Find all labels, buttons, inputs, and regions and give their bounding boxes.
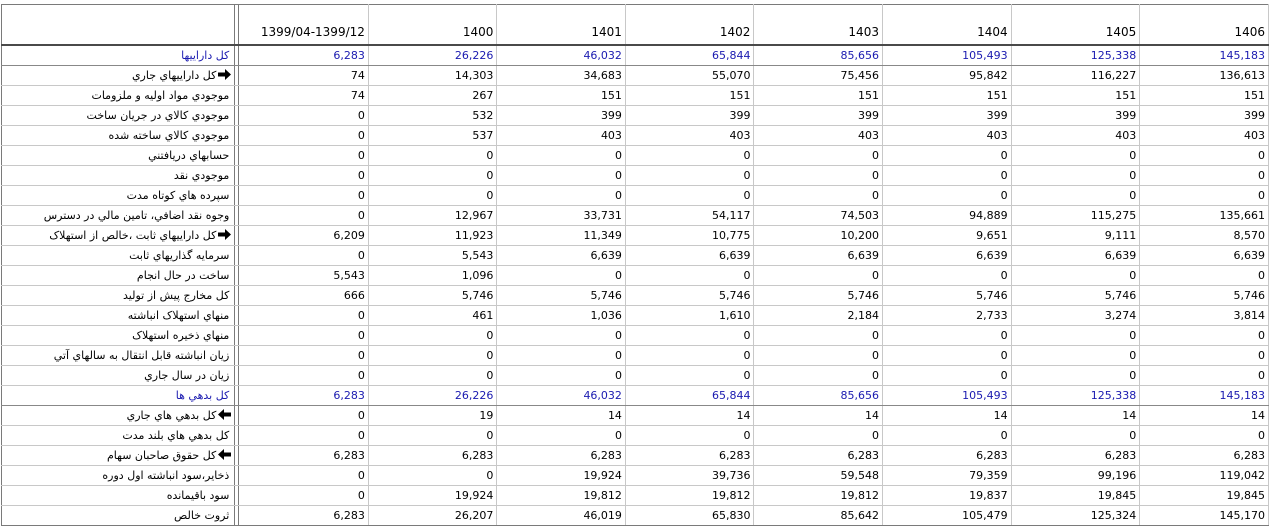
value-cell[interactable]: 19,845 [1011, 486, 1140, 506]
value-cell[interactable]: 0 [625, 426, 754, 446]
row-label: کل داراييهاي ثابت ،خالص از استهلاک [49, 229, 217, 242]
row-label-cell[interactable] [2, 66, 235, 86]
value-cell[interactable]: 151 [497, 86, 626, 106]
value-cell[interactable]: 0 [1011, 426, 1140, 446]
table-row [2, 366, 1269, 386]
value-cell[interactable]: 0 [1140, 326, 1269, 346]
value-cell[interactable]: 151 [625, 86, 754, 106]
row-label: کل بدهي هاي جاري [126, 409, 217, 422]
row-label-cell[interactable] [2, 446, 235, 466]
row-label-cell[interactable] [2, 306, 235, 326]
table-row [2, 126, 1269, 146]
value-cell[interactable]: 0 [1011, 326, 1140, 346]
row-label: کل حقوق صاحبان سهام [106, 449, 217, 462]
value-cell[interactable]: 10,200 [754, 226, 883, 246]
value-cell[interactable]: 46,032 [497, 386, 626, 406]
value-cell[interactable]: 0 [239, 486, 369, 506]
value-cell[interactable]: 0 [239, 406, 369, 426]
table-row [2, 506, 1269, 526]
value-cell[interactable]: 0 [882, 346, 1011, 366]
value-cell[interactable]: 1,036 [497, 306, 626, 326]
value-cell[interactable]: 105,493 [882, 386, 1011, 406]
row-label-cell[interactable] [2, 186, 235, 206]
table-row [2, 246, 1269, 266]
value-cell[interactable]: 34,683 [497, 66, 626, 86]
value-cell[interactable]: 85,656 [754, 45, 883, 66]
value-cell[interactable]: 65,844 [625, 45, 754, 66]
value-cell[interactable]: 0 [497, 366, 626, 386]
value-cell[interactable]: 11,923 [368, 226, 497, 246]
value-cell[interactable]: 0 [239, 326, 369, 346]
value-cell[interactable]: 19,812 [497, 486, 626, 506]
value-cell[interactable]: 0 [754, 346, 883, 366]
balance-sheet-table [1, 4, 1269, 526]
row-label-cell[interactable] [2, 106, 235, 126]
value-cell[interactable]: 0 [1011, 266, 1140, 286]
row-label: موجودي کالاي ساخته شده [108, 129, 230, 142]
value-cell[interactable]: 0 [882, 146, 1011, 166]
row-label-cell[interactable] [2, 406, 235, 426]
row-label-cell[interactable] [2, 45, 235, 66]
arrow-right-icon[interactable] [219, 229, 231, 241]
row-label: منهاي ذخيره استهلاک [132, 329, 230, 342]
value-cell[interactable]: 3,814 [1140, 306, 1269, 326]
value-cell[interactable]: 0 [625, 266, 754, 286]
value-cell[interactable]: 0 [625, 146, 754, 166]
row-label: موجودي نقد [173, 169, 230, 182]
value-cell[interactable]: 2,184 [754, 306, 883, 326]
value-cell[interactable]: 6,283 [239, 386, 369, 406]
value-cell[interactable]: 54,117 [625, 206, 754, 226]
table-row [2, 346, 1269, 366]
value-cell[interactable]: 55,070 [625, 66, 754, 86]
value-cell[interactable]: 537 [368, 126, 497, 146]
table-row [2, 166, 1269, 186]
value-cell[interactable]: 0 [625, 166, 754, 186]
value-cell[interactable]: 6,283 [754, 446, 883, 466]
row-label: کل بدهي ها [175, 389, 230, 402]
value-cell[interactable]: 0 [497, 346, 626, 366]
value-cell[interactable]: 79,359 [882, 466, 1011, 486]
value-cell[interactable]: 1,610 [625, 306, 754, 326]
value-cell[interactable]: 14 [754, 406, 883, 426]
value-cell[interactable]: 0 [882, 366, 1011, 386]
value-cell[interactable]: 0 [754, 266, 883, 286]
value-cell[interactable]: 0 [625, 326, 754, 346]
row-label-cell[interactable] [2, 346, 235, 366]
header-row [2, 5, 1269, 46]
column-header[interactable]: 1402 [625, 5, 754, 46]
value-cell[interactable]: 26,207 [368, 506, 497, 526]
value-cell[interactable]: 135,661 [1140, 206, 1269, 226]
value-cell[interactable]: 403 [625, 126, 754, 146]
value-cell[interactable]: 0 [239, 426, 369, 446]
value-cell[interactable]: 0 [1011, 146, 1140, 166]
value-cell[interactable]: 0 [882, 166, 1011, 186]
value-cell[interactable]: 136,613 [1140, 66, 1269, 86]
arrow-left-icon[interactable] [219, 449, 231, 461]
value-cell[interactable]: 26,226 [368, 45, 497, 66]
value-cell[interactable]: 0 [497, 166, 626, 186]
value-cell[interactable]: 0 [368, 146, 497, 166]
value-cell[interactable]: 6,639 [1140, 246, 1269, 266]
value-cell[interactable]: 0 [239, 346, 369, 366]
value-cell[interactable]: 399 [625, 106, 754, 126]
value-cell[interactable]: 0 [1011, 366, 1140, 386]
value-cell[interactable]: 0 [368, 346, 497, 366]
value-cell[interactable]: 6,283 [368, 446, 497, 466]
row-label-cell[interactable] [2, 386, 235, 406]
column-header[interactable]: 1405 [1011, 5, 1140, 46]
value-cell[interactable]: 85,656 [754, 386, 883, 406]
value-cell[interactable]: 59,548 [754, 466, 883, 486]
value-cell[interactable]: 19 [368, 406, 497, 426]
row-label-cell[interactable] [2, 326, 235, 346]
value-cell[interactable]: 399 [882, 106, 1011, 126]
row-label: وجوه نقد اضافي، تامين مالي در دسترس [43, 209, 230, 222]
table-row [2, 486, 1269, 506]
value-cell[interactable]: 0 [239, 106, 369, 126]
value-cell[interactable]: 9,111 [1011, 226, 1140, 246]
row-label: موجودي کالاي در جريان ساخت [86, 109, 230, 122]
value-cell[interactable]: 0 [1140, 346, 1269, 366]
value-cell[interactable]: 0 [882, 326, 1011, 346]
value-cell[interactable]: 0 [1011, 346, 1140, 366]
value-cell[interactable]: 145,183 [1140, 45, 1269, 66]
value-cell[interactable]: 0 [882, 266, 1011, 286]
value-cell[interactable]: 0 [625, 186, 754, 206]
value-cell[interactable]: 151 [1011, 86, 1140, 106]
value-cell[interactable]: 0 [1140, 366, 1269, 386]
row-label-cell[interactable] [2, 506, 235, 526]
value-cell[interactable]: 6,283 [239, 446, 369, 466]
row-label: ذخاير،سود انباشته اول دوره [102, 469, 230, 482]
table-row [2, 66, 1269, 86]
table-row [2, 286, 1269, 306]
value-cell[interactable]: 5,746 [1140, 286, 1269, 306]
row-label: ثروت خالص [174, 509, 230, 522]
value-cell[interactable]: 6,283 [497, 446, 626, 466]
value-cell[interactable]: 14 [625, 406, 754, 426]
value-cell[interactable]: 46,032 [497, 45, 626, 66]
value-cell[interactable]: 461 [368, 306, 497, 326]
row-label: سود باقيمانده [166, 489, 230, 502]
value-cell[interactable]: 14 [497, 406, 626, 426]
row-label: کل داراييهاي جاري [131, 69, 217, 82]
value-cell[interactable]: 0 [368, 366, 497, 386]
value-cell[interactable]: 0 [239, 466, 369, 486]
row-label: زيان در سال جاري [144, 369, 230, 382]
value-cell[interactable]: 403 [1140, 126, 1269, 146]
value-cell[interactable]: 0 [368, 326, 497, 346]
value-cell[interactable]: 0 [754, 166, 883, 186]
value-cell[interactable]: 8,570 [1140, 226, 1269, 246]
value-cell[interactable]: 0 [625, 346, 754, 366]
value-cell[interactable]: 6,283 [1011, 446, 1140, 466]
table-row [2, 226, 1269, 246]
value-cell[interactable]: 85,642 [754, 506, 883, 526]
value-cell[interactable]: 5,746 [497, 286, 626, 306]
value-cell[interactable]: 19,924 [368, 486, 497, 506]
value-cell[interactable]: 33,731 [497, 206, 626, 226]
value-cell[interactable]: 0 [754, 326, 883, 346]
value-cell[interactable]: 6,283 [625, 446, 754, 466]
table-row [2, 446, 1269, 466]
value-cell[interactable]: 65,830 [625, 506, 754, 526]
value-cell[interactable]: 0 [368, 466, 497, 486]
value-cell[interactable]: 0 [882, 186, 1011, 206]
value-cell[interactable]: 19,812 [625, 486, 754, 506]
value-cell[interactable]: 0 [239, 246, 369, 266]
row-label-cell[interactable] [2, 266, 235, 286]
value-cell[interactable]: 0 [239, 206, 369, 226]
column-header[interactable]: 1406 [1140, 5, 1269, 46]
row-label: منهاي استهلاک انباشته [127, 309, 230, 322]
table-row [2, 146, 1269, 166]
value-cell[interactable]: 0 [368, 426, 497, 446]
value-cell[interactable]: 12,967 [368, 206, 497, 226]
row-label-cell[interactable] [2, 86, 235, 106]
value-cell[interactable]: 5,746 [625, 286, 754, 306]
table-row [2, 186, 1269, 206]
table-row [2, 106, 1269, 126]
value-cell[interactable]: 10,775 [625, 226, 754, 246]
value-cell[interactable]: 5,543 [368, 246, 497, 266]
table-row [2, 386, 1269, 406]
value-cell[interactable]: 9,651 [882, 226, 1011, 246]
value-cell[interactable]: 0 [497, 266, 626, 286]
row-label-cell[interactable] [2, 226, 235, 246]
value-cell[interactable]: 74 [239, 66, 369, 86]
arrow-right-icon[interactable] [219, 69, 231, 81]
value-cell[interactable]: 19,845 [1140, 486, 1269, 506]
value-cell[interactable]: 0 [882, 426, 1011, 446]
value-cell[interactable]: 666 [239, 286, 369, 306]
header-label-cell[interactable] [2, 5, 235, 46]
value-cell[interactable]: 0 [1140, 266, 1269, 286]
table-row [2, 406, 1269, 426]
value-cell[interactable]: 95,842 [882, 66, 1011, 86]
row-label: زيان انباشته قابل انتقال به سالهاي آتي [53, 349, 230, 362]
value-cell[interactable]: 0 [754, 426, 883, 446]
value-cell[interactable]: 11,349 [497, 226, 626, 246]
table-row [2, 466, 1269, 486]
column-header[interactable]: 1401 [497, 5, 626, 46]
value-cell[interactable]: 0 [239, 366, 369, 386]
value-cell[interactable]: 0 [239, 166, 369, 186]
value-cell[interactable]: 5,543 [239, 266, 369, 286]
row-label: حسابهاي دريافتني [148, 149, 230, 162]
value-cell[interactable]: 0 [368, 166, 497, 186]
row-label-cell[interactable] [2, 466, 235, 486]
value-cell[interactable]: 119,042 [1140, 466, 1269, 486]
value-cell[interactable]: 0 [239, 306, 369, 326]
value-cell[interactable]: 6,283 [239, 45, 369, 66]
table-row [2, 86, 1269, 106]
row-label-cell[interactable] [2, 146, 235, 166]
value-cell[interactable]: 6,639 [497, 246, 626, 266]
value-cell[interactable]: 399 [1011, 106, 1140, 126]
value-cell[interactable]: 0 [1140, 146, 1269, 166]
value-cell[interactable]: 6,283 [882, 446, 1011, 466]
row-label-cell[interactable] [2, 206, 235, 226]
value-cell[interactable]: 403 [754, 126, 883, 146]
value-cell[interactable]: 6,639 [882, 246, 1011, 266]
value-cell[interactable]: 267 [368, 86, 497, 106]
value-cell[interactable]: 6,639 [1011, 246, 1140, 266]
value-cell[interactable]: 65,844 [625, 386, 754, 406]
value-cell[interactable]: 6,283 [1140, 446, 1269, 466]
value-cell[interactable]: 105,479 [882, 506, 1011, 526]
value-cell[interactable]: 5,746 [368, 286, 497, 306]
value-cell[interactable]: 0 [754, 146, 883, 166]
value-cell[interactable]: 5,746 [754, 286, 883, 306]
row-label: کل داراييها [181, 49, 230, 62]
value-cell[interactable]: 0 [625, 366, 754, 386]
value-cell[interactable]: 399 [497, 106, 626, 126]
value-cell[interactable]: 0 [497, 326, 626, 346]
table-row [2, 266, 1269, 286]
value-cell[interactable]: 0 [1140, 166, 1269, 186]
row-label: موجودي مواد اوليه و ملزومات [91, 89, 230, 102]
column-header[interactable]: 1403 [754, 5, 883, 46]
value-cell[interactable]: 14,303 [368, 66, 497, 86]
row-label-cell[interactable] [2, 166, 235, 186]
table-row [2, 45, 1269, 66]
row-label-cell[interactable] [2, 246, 235, 266]
value-cell[interactable]: 403 [1011, 126, 1140, 146]
table-row [2, 326, 1269, 346]
value-cell[interactable]: 5,746 [882, 286, 1011, 306]
value-cell[interactable]: 399 [754, 106, 883, 126]
value-cell[interactable]: 0 [497, 146, 626, 166]
value-cell[interactable]: 0 [1011, 186, 1140, 206]
row-label-cell[interactable] [2, 126, 235, 146]
value-cell[interactable]: 19,812 [754, 486, 883, 506]
value-cell[interactable]: 145,183 [1140, 386, 1269, 406]
value-cell[interactable]: 0 [1011, 166, 1140, 186]
value-cell[interactable]: 39,736 [625, 466, 754, 486]
column-header[interactable]: 1399/04-1399/12 [239, 5, 369, 46]
row-label: کل مخارج پيش از توليد [123, 289, 230, 302]
value-cell[interactable]: 46,019 [497, 506, 626, 526]
value-cell[interactable]: 115,275 [1011, 206, 1140, 226]
value-cell[interactable]: 5,746 [1011, 286, 1140, 306]
row-label: کل بدهي هاي بلند مدت [122, 429, 230, 442]
value-cell[interactable]: 19,837 [882, 486, 1011, 506]
value-cell[interactable]: 151 [754, 86, 883, 106]
value-cell[interactable]: 0 [754, 366, 883, 386]
value-cell[interactable]: 105,493 [882, 45, 1011, 66]
value-cell[interactable]: 75,456 [754, 66, 883, 86]
row-label: سپرده هاي کوتاه مدت [126, 189, 230, 202]
value-cell[interactable]: 125,324 [1011, 506, 1140, 526]
value-cell[interactable]: 99,196 [1011, 466, 1140, 486]
value-cell[interactable]: 125,338 [1011, 386, 1140, 406]
value-cell[interactable]: 0 [497, 426, 626, 446]
value-cell[interactable]: 0 [239, 126, 369, 146]
row-label-cell[interactable] [2, 286, 235, 306]
value-cell[interactable]: 0 [239, 186, 369, 206]
column-header[interactable]: 1400 [368, 5, 497, 46]
value-cell[interactable]: 0 [368, 186, 497, 206]
row-label-cell[interactable] [2, 486, 235, 506]
value-cell[interactable]: 403 [497, 126, 626, 146]
value-cell[interactable]: 14 [882, 406, 1011, 426]
row-label: سرمايه گذاريهاي ثابت [129, 249, 230, 262]
value-cell[interactable]: 0 [239, 146, 369, 166]
value-cell[interactable]: 151 [1140, 86, 1269, 106]
value-cell[interactable]: 0 [754, 186, 883, 206]
table-row [2, 426, 1269, 446]
value-cell[interactable]: 74,503 [754, 206, 883, 226]
value-cell[interactable]: 3,274 [1011, 306, 1140, 326]
table-row [2, 206, 1269, 226]
value-cell[interactable]: 14 [1140, 406, 1269, 426]
spreadsheet [1, 4, 1269, 526]
value-cell[interactable]: 125,338 [1011, 45, 1140, 66]
row-label: ساخت در حال انجام [136, 269, 230, 282]
value-cell[interactable]: 399 [1140, 106, 1269, 126]
value-cell[interactable]: 0 [1140, 426, 1269, 446]
value-cell[interactable]: 1,096 [368, 266, 497, 286]
value-cell[interactable]: 6,639 [625, 246, 754, 266]
value-cell[interactable]: 74 [239, 86, 369, 106]
arrow-left-icon[interactable] [219, 409, 231, 421]
value-cell[interactable]: 6,283 [239, 506, 369, 526]
value-cell[interactable]: 94,889 [882, 206, 1011, 226]
value-cell[interactable]: 6,209 [239, 226, 369, 246]
value-cell[interactable]: 14 [1011, 406, 1140, 426]
row-label-cell[interactable] [2, 426, 235, 446]
row-label-cell[interactable] [2, 366, 235, 386]
value-cell[interactable]: 116,227 [1011, 66, 1140, 86]
value-cell[interactable]: 145,170 [1140, 506, 1269, 526]
value-cell[interactable]: 26,226 [368, 386, 497, 406]
table-row [2, 306, 1269, 326]
value-cell[interactable]: 403 [882, 126, 1011, 146]
value-cell[interactable]: 532 [368, 106, 497, 126]
value-cell[interactable]: 0 [1140, 186, 1269, 206]
value-cell[interactable]: 6,639 [754, 246, 883, 266]
value-cell[interactable]: 2,733 [882, 306, 1011, 326]
value-cell[interactable]: 19,924 [497, 466, 626, 486]
column-header[interactable]: 1404 [882, 5, 1011, 46]
value-cell[interactable]: 0 [497, 186, 626, 206]
value-cell[interactable]: 151 [882, 86, 1011, 106]
